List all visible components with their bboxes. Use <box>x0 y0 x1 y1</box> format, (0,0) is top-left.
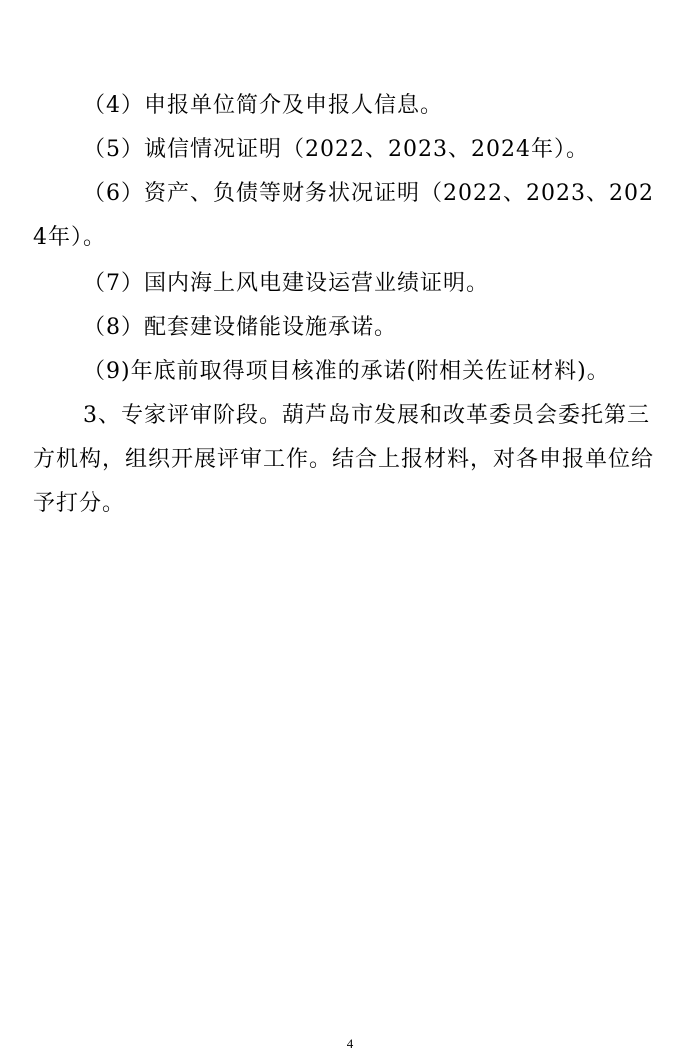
item-5-paragraph: （5）诚信情况证明（2022、2023、2024年）。 <box>83 137 589 162</box>
expert-review-paragraph: 3、专家评审阶段。葫芦岛市发展和改革委员会委托第三方机构，组织开展评审工作。结合上报材料，对各申报单位给予打分。 <box>33 403 655 516</box>
item-9-paragraph: （9)年底前取得项目核准的承诺(附相关佐证材料)。 <box>83 359 610 384</box>
page-number: 4 <box>346 1036 354 1051</box>
item-6-paragraph: （6）资产、负债等财务状况证明（2022、2023、2024年）。 <box>33 181 654 250</box>
item-7-paragraph: （7）国内海上风电建设运营业绩证明。 <box>83 271 489 296</box>
item-8-paragraph: （8）配套建设储能设施承诺。 <box>83 315 397 340</box>
item-4-paragraph: （4）申报单位简介及申报人信息。 <box>83 93 443 118</box>
